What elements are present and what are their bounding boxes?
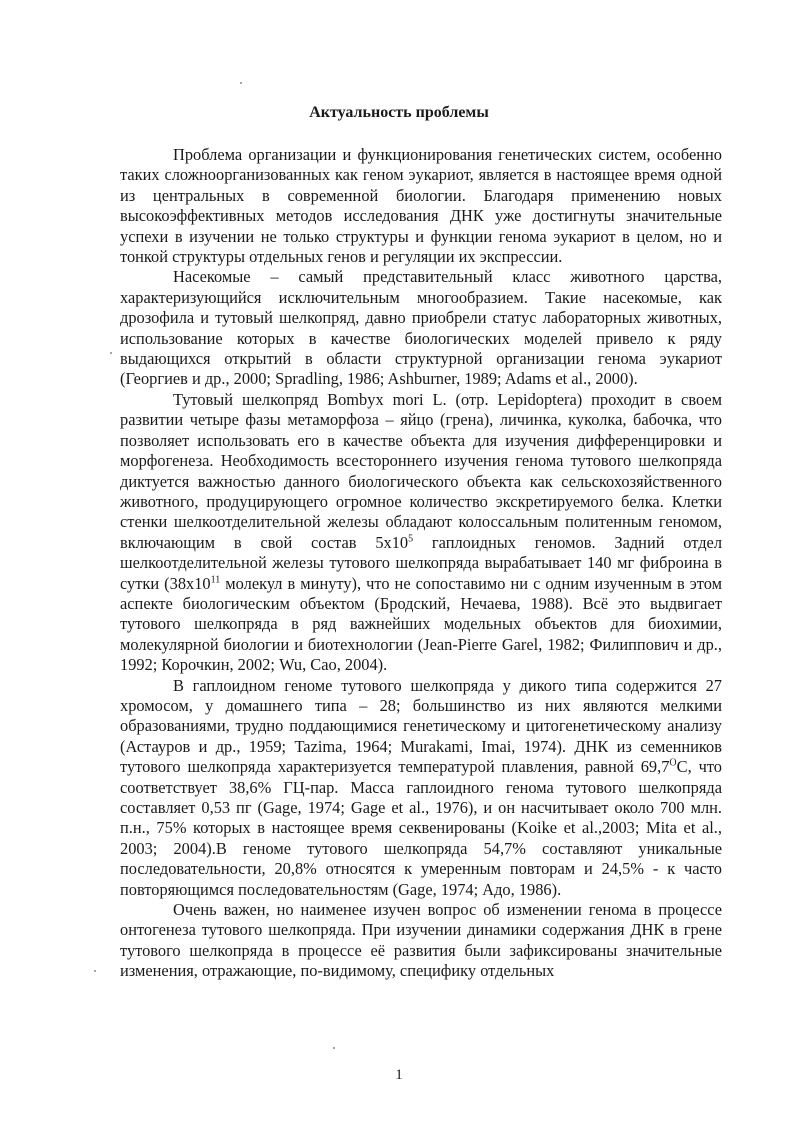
scan-speck — [240, 82, 242, 84]
superscript: 5 — [408, 533, 414, 545]
text-run: С, что соответствует 38,6% ГЦ-пар. Масса гаплоидного генома тутового шелкопряда составляет 0,53 пг (Gage, 1974; Gage et al., 1976), и он насчитывает около 700 млн. п.н., 75% которых в настоящее время секвенированы (Koike et al.,2003; Mita et al., 2003; 2004).В геноме тутового шелкопряда 54,7% составляют уникальные последовательности, 20,8% относятся к умеренным повторам и 24,5% - к часто повторяющимся последовательностям (Gage, 1974; Адо, 1986). — [120, 757, 722, 899]
paragraph-5 — [120, 900, 722, 982]
text-run: В гаплоидном геноме тутового шелкопряда у дикого типа содержится 27 хромосом, у домашнего типа – 28; большинство из них являются мелкими образованиями, трудно поддающимися генетическому и цитогенетическому анализу (Астауров и др., 1959; Tazima, 1964; Murakami, Imai, 1974). ДНК из семенников тутового шелкопряда характеризуется температурой плавления, равной 69,7 — [120, 675, 722, 777]
paragraph-2 — [120, 267, 722, 389]
page-title: Актуальность проблемы — [309, 104, 489, 121]
text-run: Тутовый шелкопряд Bombyx mori L. (отр. Lepidoptera) проходит в своем развитии четыре фазы метаморфоза – яйцо (грена), личинка, куколка, бабочка, что позволяет использовать его в качестве объекта для изучения дифференцировки и морфогенеза. Необходимость всестороннего изучения генома тутового шелкопряда диктуется важностью данного биологического объекта как сельскохозяйственного животного, продуцирующего огромное количество экскретируемого белка. Клетки стенки шелкоотделительной железы обладают колоссальным политенным геномом, включающим в свой состав 5х10 — [120, 389, 722, 552]
scan-speck — [94, 970, 96, 972]
paragraph-4 — [120, 676, 722, 900]
superscript: 11 — [210, 574, 221, 586]
page-number: 1 — [395, 1067, 403, 1083]
paragraph-3 — [120, 390, 722, 676]
text-run: гаплоидных геномов. Задний отдел шелкоотделительной железы тутового шелкопряда вырабатывает 140 мг фиброина в сутки (38х10 — [120, 532, 723, 593]
scan-speck — [333, 1047, 335, 1049]
paragraph-1 — [120, 145, 722, 267]
text-run: Насекомые – самый представительный класс животного царства, характеризующийся исключительным многообразием. Такие насекомые, как дрозофила и тутовый шелкопряд, давно приобрели статус лабораторных животных, использование которых в качестве биологических моделей привело к ряду выдающихся открытий в области структурной организации генома эукариот (Георгиев и др., 2000; Spradling, 1986; Ashburner, 1989; Adams et al., 2000). — [120, 267, 722, 389]
text-run: Очень важен, но наименее изучен вопрос об изменении генома в процессе онтогенеза тутового шелкопряда. При изучении динамики содержания ДНК в грене тутового шелкопряда в процессе её развития были зафиксированы значительные изменения, отражающие, по-видимому, специфику отдельных — [120, 900, 722, 981]
scan-speck — [110, 352, 112, 354]
superscript: О — [669, 757, 677, 769]
text-run: Проблема организации и функционирования генетических систем, особенно таких сложноорганизованных как геном эукариот, является в настоящее время одной из центральных в современной биологии. Благодаря применению новых высокоэффективных методов исследования ДНК уже достигнуты значительные успехи в изучении не только структуры и функции генома эукариот в целом, но и тонкой структуры отдельных генов и регуляции их экспрессии. — [120, 145, 722, 267]
text-run: молекул в минуту), что не сопоставимо ни с одним изученным в этом аспекте биологическим объектом (Бродский, Нечаева, 1988). Всё это выдвигает тутового шелкопряда в ряд важнейших модельных объектов для биохимии, молекулярной биологии и биотехнологии (Jean-Pierre Garel, 1982; Филиппович и др., 1992; Корочкин, 2002; Wu, Cao, 2004). — [120, 573, 722, 675]
body-text — [120, 145, 722, 982]
